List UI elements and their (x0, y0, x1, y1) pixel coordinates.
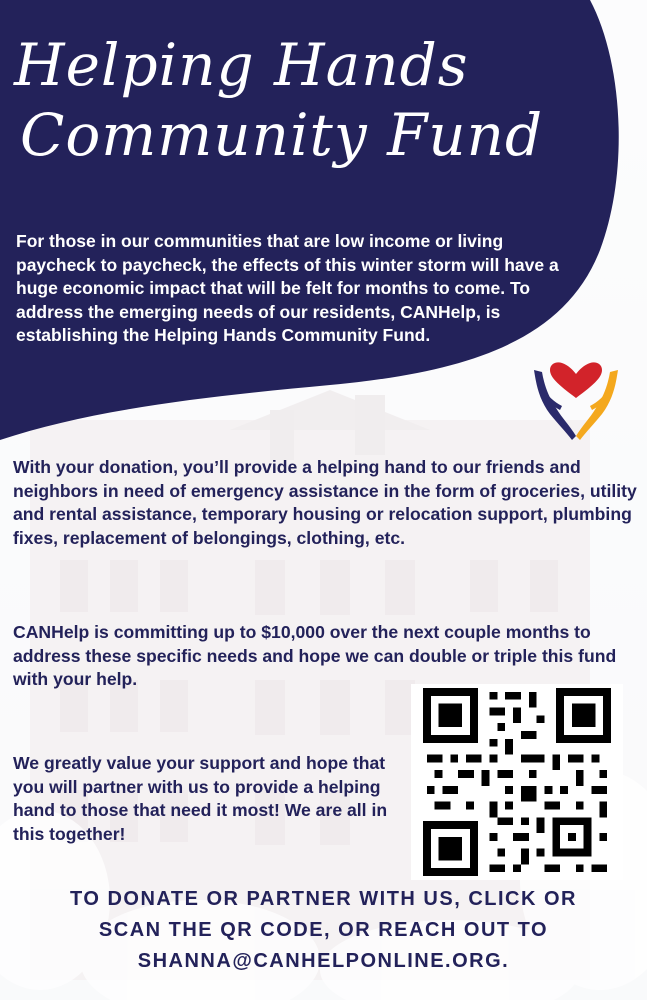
intro-paragraph: For those in our communities that are low income or living paycheck to paycheck, the effects of this winter storm will have a huge economic impact that will be felt for months to come. To address the emerging needs of our residents, CANHelp, is establishing the Helping Hands Community Fund. (16, 231, 559, 346)
title-line-1: Helping Hands (14, 31, 469, 99)
call-to-action[interactable] (0, 884, 647, 977)
page-title (14, 30, 543, 170)
qr-code-icon[interactable] (411, 684, 623, 880)
cta-email-link[interactable]: SHANNA@CANHELPONLINE.ORG. (137, 950, 510, 972)
commitment-paragraph: CANHelp is committing up to $10,000 over the next couple months to address these specific needs and hope we can double or triple this fund with your help. (13, 622, 617, 690)
cta-line-1: TO DONATE OR PARTNER WITH US, CLICK OR (70, 888, 577, 910)
support-paragraph: We greatly value your support and hope that you will partner with us to provide a helping hand to those that need it most! We are all in this together! (13, 753, 388, 844)
heart-in-hands-icon (530, 362, 622, 442)
cta-line-2: SCAN THE QR CODE, OR REACH OUT TO (98, 919, 549, 941)
donation-paragraph: With your donation, you’ll provide a helping hand to our friends and neighbors in need of emergency assistance in the form of groceries, utility and rental assistance, temporary housing or relocation support, plumbing fixes, replacement of belongings, clothing, etc. (13, 457, 637, 548)
title-line-2: Community Fund (20, 101, 544, 169)
